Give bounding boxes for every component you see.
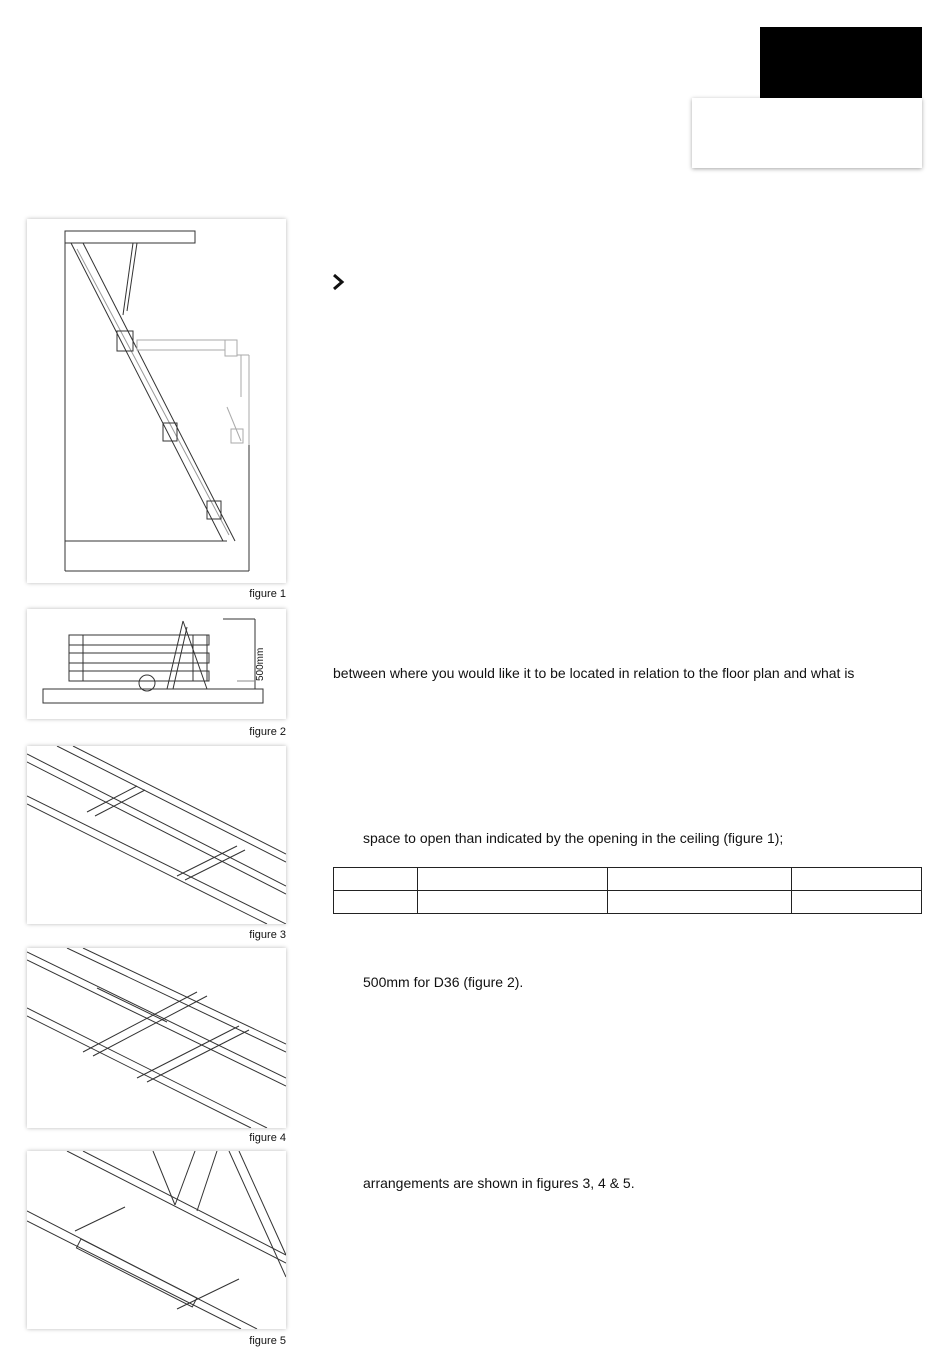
table-cell (792, 891, 922, 914)
figure-5-caption: figure 5 (249, 1335, 286, 1347)
figure-5-image (27, 1151, 286, 1329)
figure-2-dimension-label: 500mm (255, 647, 266, 681)
header-title-card (692, 98, 922, 168)
figure-3-caption: figure 3 (249, 929, 286, 941)
figure-1-caption: figure 1 (249, 588, 286, 600)
body-text-line: 500mm for D36 (figure 2). (363, 974, 524, 990)
table-cell (417, 891, 607, 914)
figure-4-caption: figure 4 (249, 1132, 286, 1144)
figure-3-image (27, 746, 286, 924)
figure-2-image (27, 609, 286, 719)
table-cell (334, 891, 418, 914)
body-text-line: space to open than indicated by the opening in the ceiling (figure 1); (363, 830, 784, 846)
chevron-right-icon (330, 272, 346, 292)
table-row (334, 891, 922, 914)
table-cell (607, 868, 792, 891)
table-row (334, 868, 922, 891)
table-cell (417, 868, 607, 891)
figure-2-caption: figure 2 (249, 726, 286, 738)
body-text-line: arrangements are shown in figures 3, 4 & 5. (363, 1175, 635, 1191)
dimensions-table (333, 867, 922, 914)
header-black-block (760, 27, 922, 98)
figure-1-image (27, 219, 286, 583)
table-cell (792, 868, 922, 891)
figure-4-image (27, 948, 286, 1128)
table-cell (334, 868, 418, 891)
table-cell (607, 891, 792, 914)
body-text-line: between where you would like it to be located in relation to the floor plan and what is (333, 665, 855, 681)
